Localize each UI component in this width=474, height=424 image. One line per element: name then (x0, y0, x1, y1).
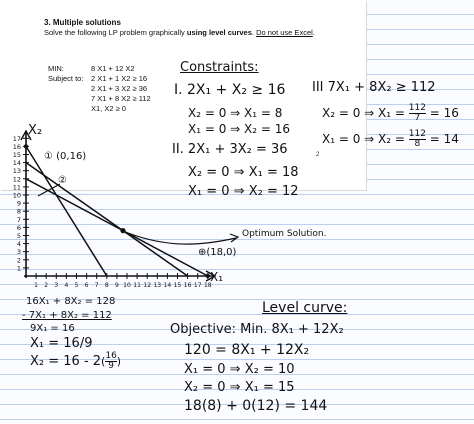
constraint-line-3 (26, 163, 188, 276)
constraint-3: 7 X1 + 8 X2 ≥ 112 (91, 94, 151, 103)
x-tick-label: 17 (193, 282, 202, 289)
x-axis-label: X₁ (210, 270, 224, 284)
c3-line1-fraction: $\frac{112}{7}$ (408, 103, 426, 123)
x-tick-label: 9 (114, 282, 119, 289)
c3-line2-fraction: $\frac{112}{8}$ (408, 129, 426, 149)
point3-label: ⊕(18,0) (198, 247, 237, 258)
optimum-label: Optimum Solution. (242, 229, 327, 239)
x-tick-label: 16 (183, 282, 192, 289)
x-tick-label: 4 (64, 282, 69, 289)
c2-line2: X₁ = 0 ⇒ X₂ = 12 (188, 184, 299, 199)
constraint-line-2 (26, 179, 208, 276)
optimum-arrow-line (127, 233, 236, 244)
x-tick-label: 2 (44, 282, 49, 289)
point2-arrow (38, 184, 60, 196)
page-number: 2 (316, 152, 320, 158)
y-tick-label: 13 (12, 167, 21, 176)
x-tick-label: 10 (123, 282, 131, 289)
calc-line2: - 7X₁ + 8X₂ = 112 (22, 310, 112, 321)
c3-line1: X₂ = 0 ⇒ X₁ = $\frac{112}{7}$ = 16 (322, 103, 459, 123)
c3-title: III 7X₁ + 8X₂ ≥ 112 (312, 80, 436, 95)
c1-title: I. 2X₁ + X₂ ≥ 16 (174, 82, 286, 98)
y-axis-label: X₂ (28, 123, 43, 138)
y-tick-label: 17 (12, 134, 21, 143)
calc-line1: 16X₁ + 8X₂ = 128 (26, 296, 116, 307)
y-tick-label: 9 (16, 199, 21, 208)
calc-line3: 9X₁ = 16 (30, 323, 75, 334)
x-tick-label: 13 (153, 282, 162, 289)
calc-fraction: $\frac{16}{9}$ (105, 351, 117, 371)
y-tick-label: 6 (16, 223, 21, 232)
y-tick-label: 5 (16, 232, 21, 240)
x-tick-label: 14 (163, 282, 172, 289)
y-tick-label: 7 (16, 215, 21, 224)
problem-instruction: Solve the following LP problem graphically using level curves. Do not use Excel. (44, 28, 315, 37)
level-objective: Objective: Min. 8X₁ + 12X₂ (170, 322, 344, 337)
y-tick-label: 15 (12, 151, 21, 159)
x-tick-label: 15 (173, 282, 182, 289)
x-tick-label: 3 (54, 282, 59, 289)
c1-line2: X₁ = 0 ⇒ X₂ = 16 (188, 122, 291, 136)
y-tick-label: 1 (16, 264, 21, 273)
point2-label: ② (58, 175, 67, 186)
x-tick-label: 1 (34, 282, 39, 289)
point1-label: ① (0,16) (44, 151, 87, 162)
x-tick-label: 6 (84, 282, 89, 289)
x-tick-label: 11 (133, 282, 141, 289)
y-tick-label: 16 (12, 142, 21, 151)
x-tick-label: 8 (104, 282, 109, 289)
y-tick-label: 11 (12, 183, 21, 192)
constraints-heading: Constraints: (180, 60, 259, 75)
x-tick-label: 12 (143, 282, 152, 289)
min-label: MIN: (48, 64, 64, 73)
level-curve-heading: Level curve: (262, 300, 348, 316)
level-line2: X₁ = 0 ⇒ X₂ = 10 (184, 362, 295, 377)
c3-line2: X₁ = 0 ⇒ X₂ = $\frac{112}{8}$ = 14 (322, 129, 459, 149)
objective-function: 8 X1 + 12 X2 (91, 64, 135, 73)
c1-line1: X₂ = 0 ⇒ X₁ = 8 (188, 106, 283, 120)
y-tick-label: 14 (12, 159, 21, 168)
level-line4: 18(8) + 0(12) = 144 (184, 398, 328, 414)
y-tick-label: 10 (12, 191, 21, 200)
y-tick-label: 8 (16, 207, 21, 216)
point1-dot (24, 144, 28, 148)
calc-line4: X₁ = 16/9 (30, 336, 93, 351)
y-tick-label: 3 (16, 248, 21, 257)
calc-line5: X₂ = 16 - 2( $\frac{16}{9}$ ) (30, 351, 122, 371)
level-line3: X₂ = 0 ⇒ X₁ = 15 (184, 380, 295, 395)
constraint-1: 2 X1 + 1 X2 ≥ 16 (91, 74, 148, 83)
x-tick-label: 5 (74, 282, 79, 289)
subject-label: Subject to: (48, 74, 84, 83)
y-tick-label: 2 (16, 256, 21, 265)
y-tick-label: 12 (12, 175, 21, 184)
constraint-2: 2 X1 + 3 X2 ≥ 36 (91, 84, 148, 93)
level-line1: 120 = 8X₁ + 12X₂ (184, 342, 310, 358)
x-tick-label: 18 (203, 282, 212, 289)
optimum-point-dot (120, 228, 125, 233)
x-tick-label: 7 (94, 282, 99, 289)
c2-line1: X₂ = 0 ⇒ X₁ = 18 (188, 165, 299, 180)
nonnegativity: X1, X2 ≥ 0 (91, 104, 126, 113)
c2-title: II. 2X₁ + 3X₂ = 36 (172, 142, 288, 157)
y-tick-label: 4 (16, 240, 21, 249)
problem-title: 3. Multiple solutions (44, 18, 121, 27)
